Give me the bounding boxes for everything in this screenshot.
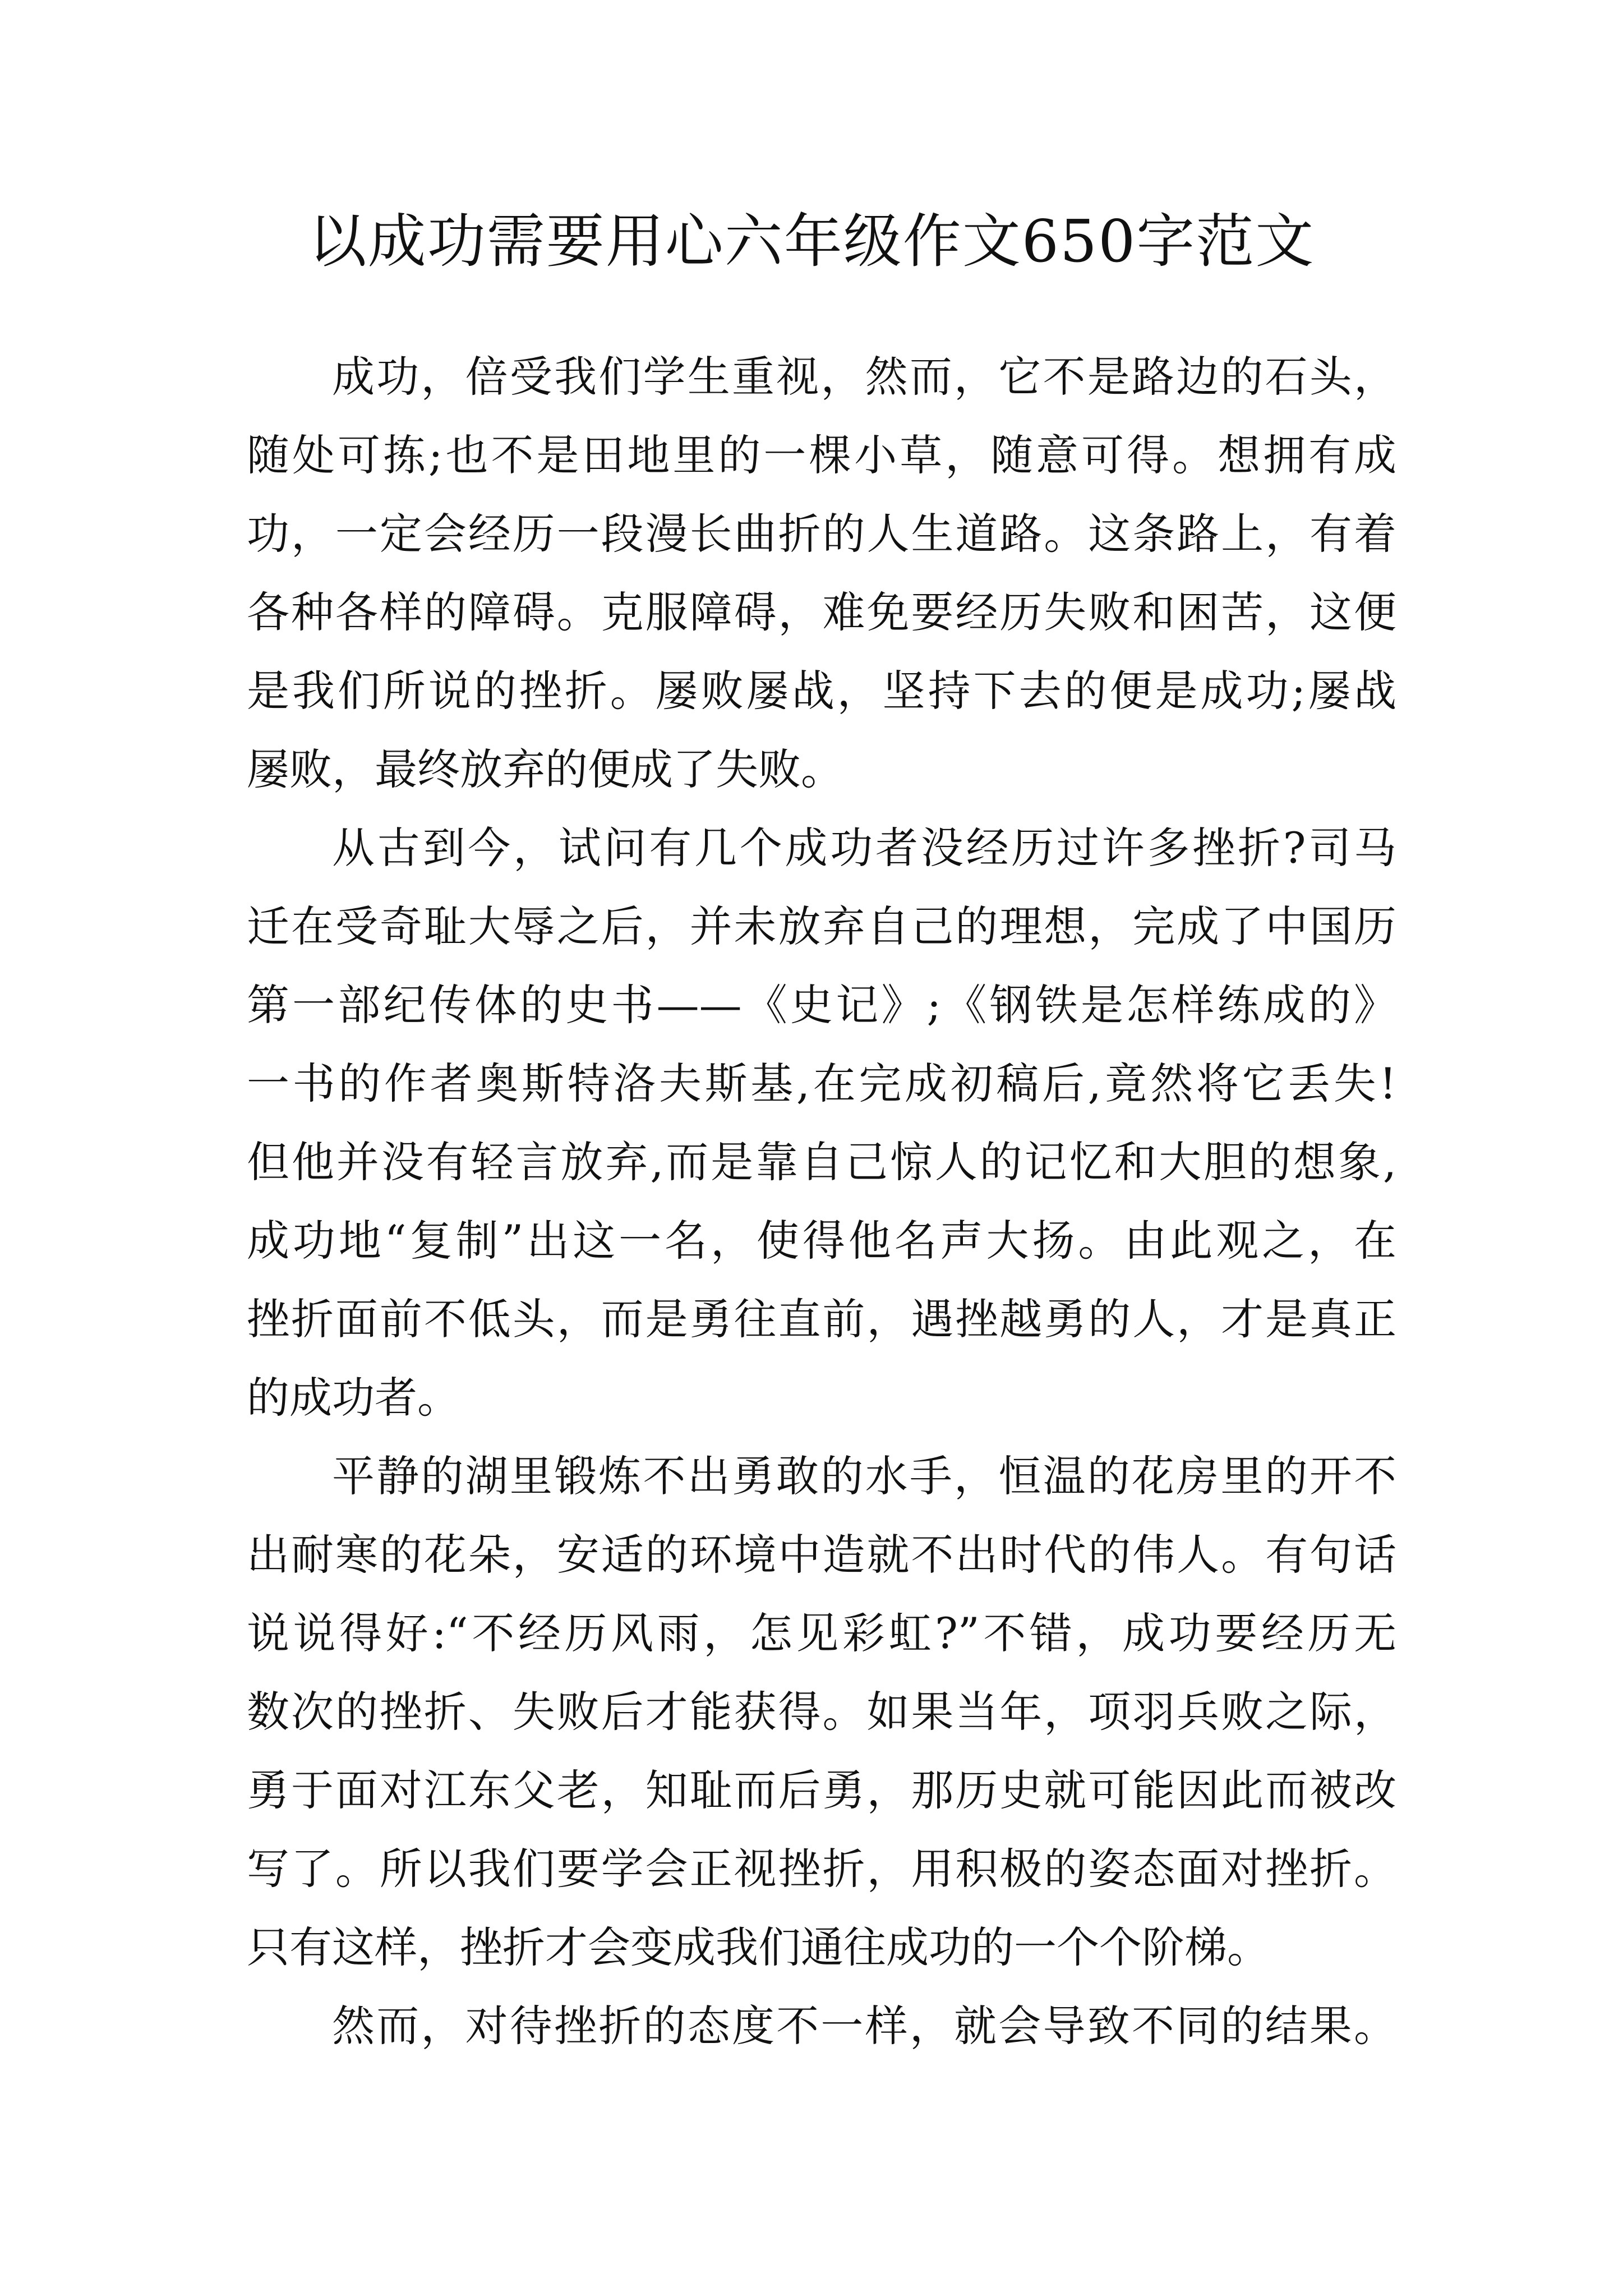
text-line: 成功地“复制”出这一名，使得他名声大扬。由此观之，在	[247, 1216, 1396, 1266]
text-line: 然而，对待挫折的态度不一样，就会导致不同的结果。	[332, 2001, 1396, 2051]
text-line: 出耐寒的花朵，安适的环境中造就不出时代的伟人。有句话	[247, 1530, 1396, 1580]
text-line: 第一部纪传体的史书——《史记》;《钢铁是怎样练成的》	[247, 980, 1396, 1030]
text-line: 平静的湖里锻炼不出勇敢的水手，恒温的花房里的开不	[332, 1451, 1396, 1501]
text-line: 说说得好:“不经历风雨，怎见彩虹?”不错，成功要经历无	[247, 1608, 1396, 1658]
text-line: 只有这样，挫折才会变成我们通往成功的一个个阶梯。	[247, 1922, 1270, 1972]
document-title: 以成功需要用心六年级作文650字范文	[308, 207, 1315, 275]
text-line: 功，一定会经历一段漫长曲折的人生道路。这条路上，有着	[247, 509, 1396, 559]
text-line: 成功，倍受我们学生重视，然而，它不是路边的石头，	[332, 352, 1396, 402]
text-line: 数次的挫折、失败后才能获得。如果当年，项羽兵败之际，	[247, 1687, 1396, 1737]
text-line: 迁在受奇耻大辱之后，并未放弃自己的理想，完成了中国历	[247, 901, 1396, 951]
text-line: 一书的作者奥斯特洛夫斯基,在完成初稿后,竟然将它丢失!	[247, 1059, 1396, 1108]
text-line: 勇于面对江东父老，知耻而后勇，那历史就可能因此而被改	[247, 1765, 1396, 1815]
text-line: 各种各样的障碍。克服障碍，难免要经历失败和困苦，这便	[247, 587, 1396, 637]
text-line: 屡败，最终放弃的便成了失败。	[247, 744, 843, 794]
text-line: 的成功者。	[247, 1373, 460, 1423]
text-line: 写了。所以我们要学会正视挫折，用积极的姿态面对挫折。	[247, 1844, 1396, 1894]
text-line: 随处可拣;也不是田地里的一棵小草，随意可得。想拥有成	[247, 430, 1396, 480]
text-line: 是我们所说的挫折。屡败屡战，坚持下去的便是成功;屡战	[247, 666, 1396, 716]
text-line: 但他并没有轻言放弃,而是靠自己惊人的记忆和大胆的想象,	[247, 1137, 1396, 1187]
text-line: 挫折面前不低头，而是勇往直前，遇挫越勇的人，才是真正	[247, 1294, 1396, 1344]
document-body	[247, 338, 1396, 2065]
text-line: 从古到今，试问有几个成功者没经历过许多挫折?司马	[332, 823, 1396, 873]
